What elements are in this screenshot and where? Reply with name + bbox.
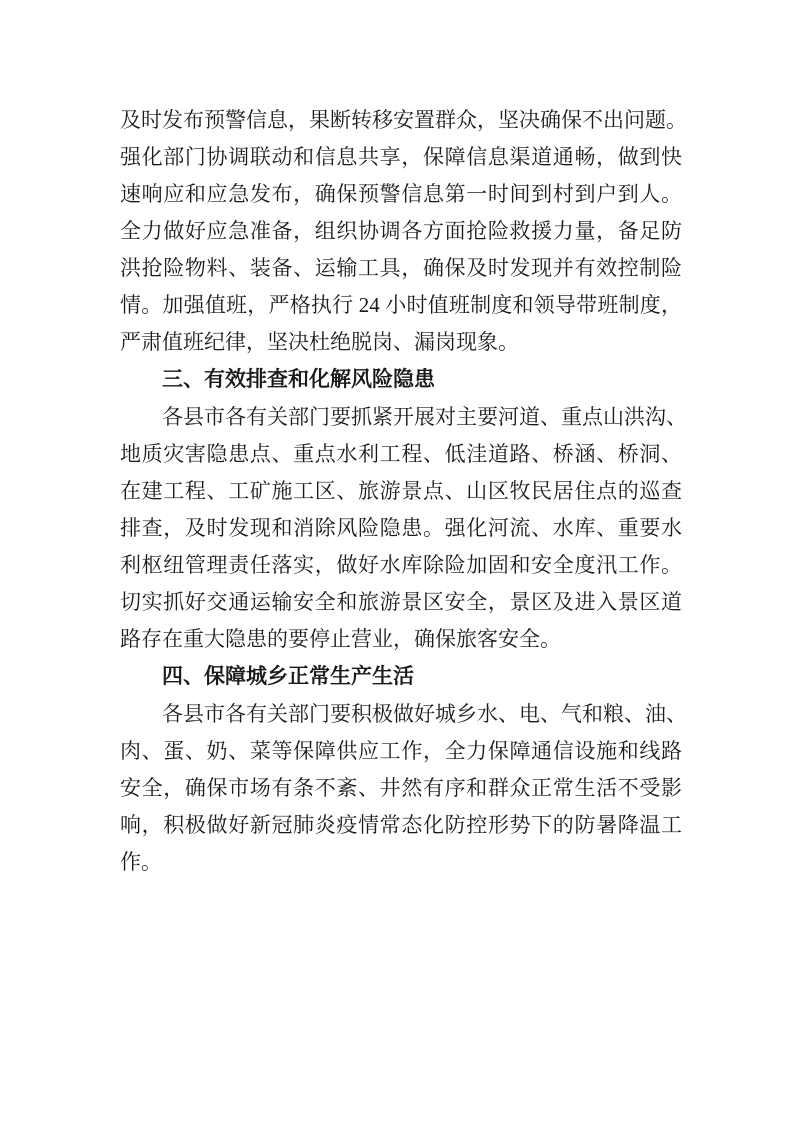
paragraph-line: 情。加强值班，严格执行 24 小时值班制度和领导带班制度， — [120, 293, 682, 317]
paragraph-line: 排查，及时发现和消除风险隐患。强化河流、水库、重要水 — [120, 516, 682, 540]
paragraph-line: 切实抓好交通运输安全和旅游景区安全，景区及进入景区道 — [120, 590, 682, 614]
paragraph-line: 严肃值班纪律，坚决杜绝脱岗、漏岗现象。 — [120, 330, 519, 354]
paragraph-line: 速响应和应急发布，确保预警信息第一时间到村到户到人。 — [120, 182, 682, 206]
paragraph-line: 强化部门协调联动和信息共享，保障信息渠道通畅，做到快 — [120, 145, 682, 169]
paragraph-line: 安全，确保市场有条不紊、井然有序和群众正常生活不受影 — [120, 776, 682, 800]
section-heading-4: 四、保障城乡正常生产生活 — [162, 665, 414, 688]
paragraph-line: 路存在重大隐患的要停止营业，确保旅客安全。 — [120, 627, 561, 651]
paragraph-line: 肉、蛋、奶、菜等保障供应工作，全力保障通信设施和线路 — [120, 739, 682, 763]
paragraph-line: 响，积极做好新冠肺炎疫情常态化防控形势下的防暑降温工 — [120, 813, 682, 837]
paragraph-line: 及时发布预警信息，果断转移安置群众，坚决确保不出问题。 — [120, 108, 687, 132]
paragraph-line: 全力做好应急准备，组织协调各方面抢险救援力量，备足防 — [120, 219, 682, 243]
paragraph-line: 作。 — [120, 850, 162, 874]
paragraph-line: 利枢纽管理责任落实，做好水库除险加固和安全度汛工作。 — [120, 553, 682, 577]
section-heading-3: 三、有效排查和化解风险隐患 — [162, 368, 435, 391]
paragraph-line: 洪抢险物料、装备、运输工具，确保及时发现并有效控制险 — [120, 256, 682, 280]
paragraph-line: 各县市各有关部门要积极做好城乡水、电、气和粮、油、 — [162, 702, 687, 726]
paragraph-line: 在建工程、工矿施工区、旅游景点、山区牧民居住点的巡查 — [120, 479, 682, 503]
paragraph-line: 各县市各有关部门要抓紧开展对主要河道、重点山洪沟、 — [162, 405, 687, 429]
paragraph-line: 地质灾害隐患点、重点水利工程、低洼道路、桥涵、桥洞、 — [120, 442, 682, 466]
